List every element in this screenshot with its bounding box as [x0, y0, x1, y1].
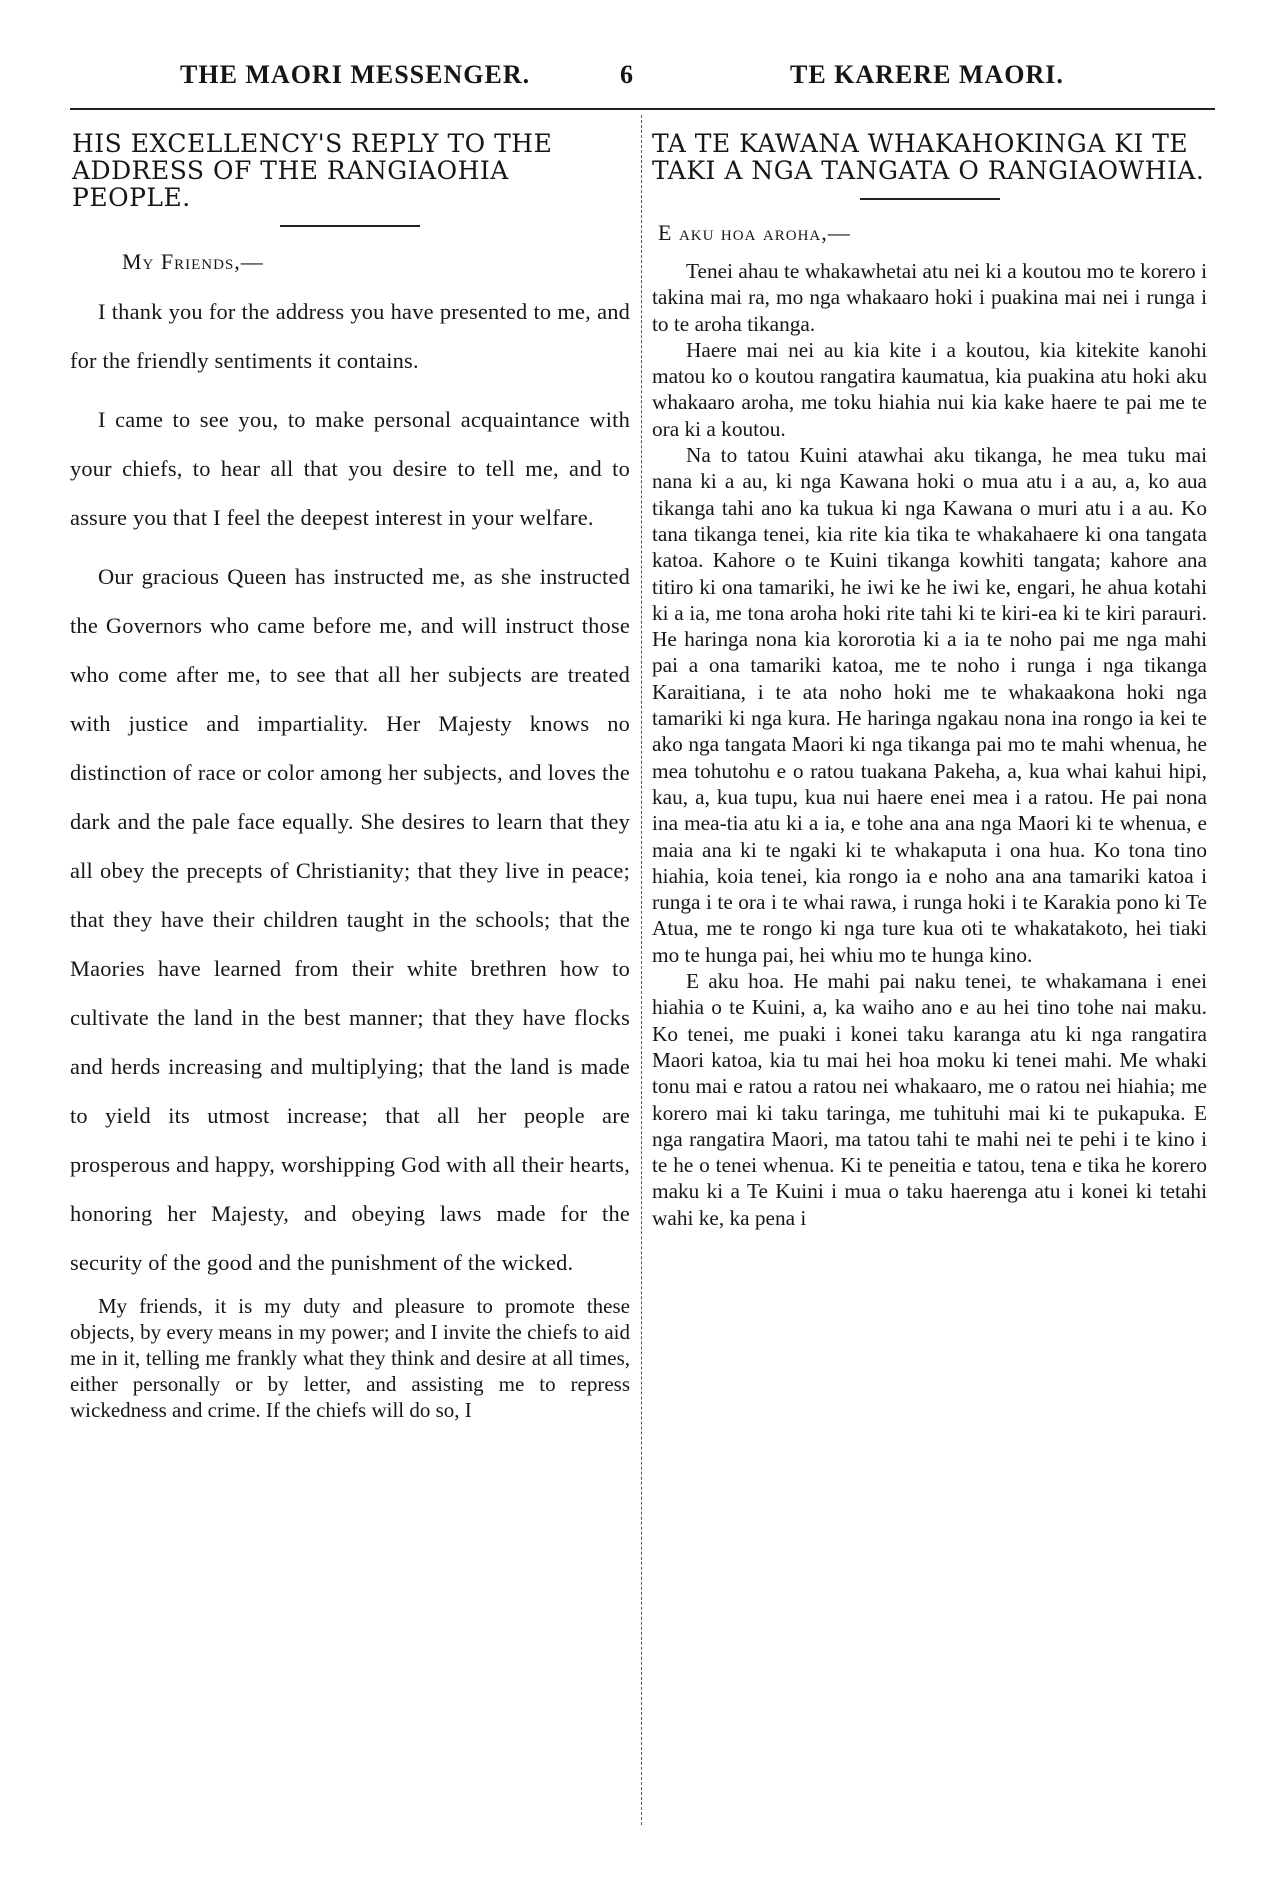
maori-column: [652, 118, 1207, 1231]
english-paragraph: I thank you for the address you have presented to me, and for the friendly sentiments it contains.: [70, 299, 630, 373]
page-number: 6: [620, 60, 634, 89]
maori-paragraph: E aku hoa. He mahi pai naku tenei, te whakamana i enei hiahia o te Kuini, a, ka waiho ano e au hei tino tohe nai maku. Ko tenei, me puaki i konei taku karanga atu ki nga rangatira Maori katoa, kia tu mai hei hoa moku ki tenei mahi. Me whaki tonu mai e ratou a ratou nei whakaaro, me o ratou nei hiahia; me korero mai ki taku taringa, me tuhituhi mai ki te pukapuka. E nga rangatira Maori, ma tatou tahi te mahi nei te pehi i te kino i te he o tenei whenua. Ki te peneitia e tatou, tena e tika he korero maku ki a Te Kuini i mua o taku haerenga atu i konei ki tetahi wahi ke, ka pena i: [652, 969, 1207, 1230]
title-rule: [280, 225, 420, 227]
english-salutation: My Friends,—: [122, 249, 264, 274]
title-rule: [860, 198, 1000, 200]
maori-article-title: TA TE KAWANA WHAKAHOKINGA KI TE TAKI A NGA TANGATA O RANGIAOWHIA.: [652, 129, 1205, 185]
page-header: [110, 60, 1200, 100]
english-paragraph: I came to see you, to make personal acquaintance with your chiefs, to hear all that you desire to tell me, and to assure you that I feel the deepest interest in your welfare.: [70, 407, 630, 530]
header-english-title: THE MAORI MESSENGER.: [180, 60, 531, 89]
column-divider: [641, 115, 642, 1825]
maori-paragraph: Tenei ahau te whakawhetai atu nei ki a koutou mo te korero i takina mai ra, mo nga whakaaro hoki i puakina mai nei i runga i to te aroha tikanga.: [652, 259, 1207, 336]
header-maori-title: TE KARERE MAORI.: [790, 60, 1064, 89]
header-rule: [70, 108, 1215, 110]
english-paragraph: My friends, it is my duty and pleasure to promote these objects, by every means in my power; and I invite the chiefs to aid me in it, telling me frankly what they think and desire at all times, either personally or by letter, and assisting me to repress wickedness and crime. If the chiefs will do so, I: [70, 1294, 630, 1422]
maori-salutation: E aku hoa aroha,—: [658, 220, 851, 245]
maori-paragraph: Haere mai nei au kia kite i a koutou, kia kitekite kanohi matou ko o koutou rangatira kaumatua, kia puakina atu hoki aku whakaaro aroha, me toku hiahia nui kia kake haere te pai me te ora ki a koutou.: [652, 337, 1207, 441]
english-column: [70, 118, 630, 1423]
english-article-title: HIS EXCELLENCY'S REPLY TO THE ADDRESS OF THE RANGIAOHIA PEOPLE.: [72, 129, 553, 212]
maori-paragraph: Na to tatou Kuini atawhai aku tikanga, he mea tuku mai nana ki a au, ki nga Kawana hoki o mua atu i a au, a, ko aua tikanga tahi ano ka tukua ki nga Kawana o muri atu i a au. Ko tana tikanga tenei, kia rite kia tika te whakahaere ki ona tangata katoa. Kahore o te Kuini tikanga kowhiti tangata; kahore ana titiro ki ona tamariki, he iwi ke he iwi ke, engari, he ahua kotahi ki a ia, me tona aroha hoki rite tahi ki te kiri-ea ki te kiri parauri. He haringa nona kia kororotia ki a ia te noho pai me nga mahi pai a ona tamariki katoa, me te noho i runga i nga tikanga Karaitiana, i te ata noho hoki me te whakaakona hoki nga tamariki ki nga kura. He haringa ngakau nona ina rongo ia kei te ako nga tangata Maori ki nga tikanga pai mo te mahi whenua, he mea tohutohu e o ratou tuakana Pakeha, a, kua whai kahui hipi, kau, a, kua tupu, kua nui haere enei mea i a ratou. He pai nona ina mea-tia atu ki a ia, e tohe ana ana nga Maori ki te whenua, e maia ana ki te ngaki ki te whakaputa i ona hua. Ko tona tino hiahia, koia tenei, kia rongo ia e noho ana ana tamariki katoa i runga i te ora i te whai rawa, i runga hoki i te Karakia pono ki Te Atua, me te rongo ki nga ture kua oti te whakatakoto, hei tiaki mo te hunga pai, hei whiu mo te hunga kino.: [652, 443, 1207, 967]
english-paragraph: Our gracious Queen has instructed me, as she instructed the Governors who came before me, and will instruct those who come after me, to see that all her subjects are treated with justice and impartiality. Her Majesty knows no distinction of race or color among her subjects, and loves the dark and the pale face equally. She desires to learn that they all obey the precepts of Christianity; that they live in peace; that they have their children taught in the schools; that the Maories have learned from their white brethren how to cultivate the land in the best manner; that they have flocks and herds increasing and multiplying; that the land is made to yield its utmost increase; that all her people are prosperous and happy, worshipping God with all their hearts, honoring her Majesty, and obeying laws made for the security of the good and the punishment of the wicked.: [70, 564, 630, 1275]
